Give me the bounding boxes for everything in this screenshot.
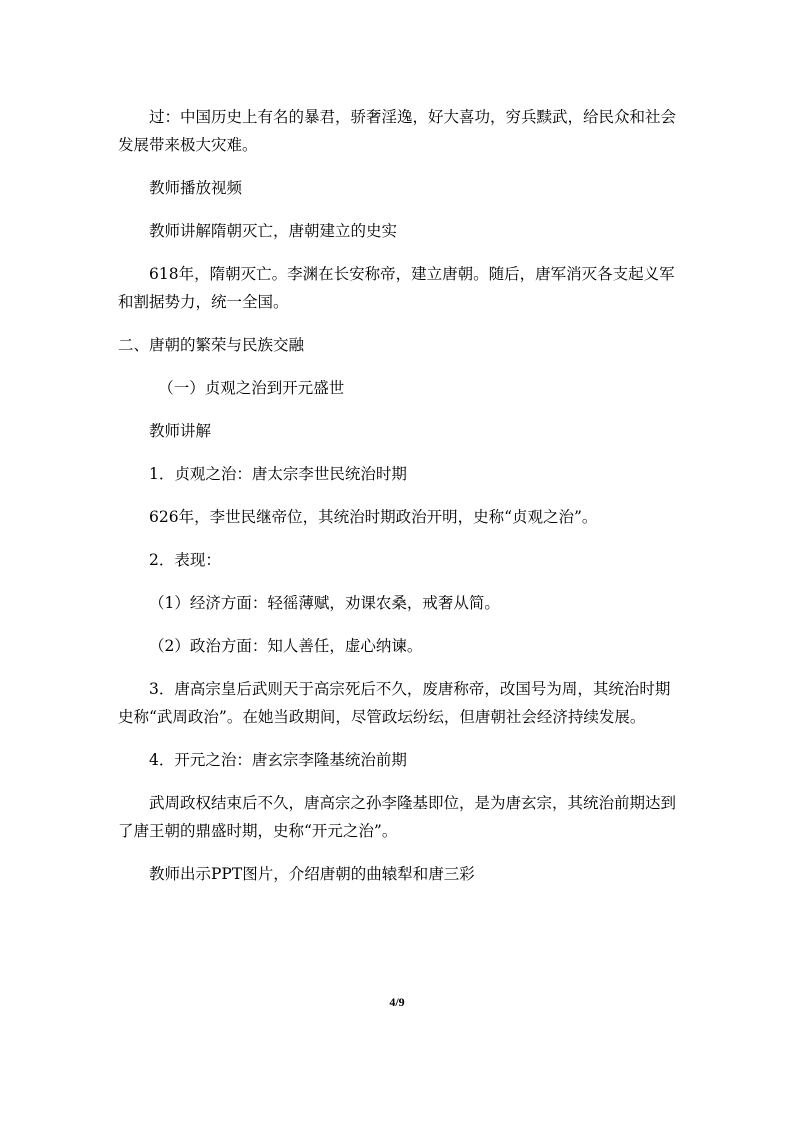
paragraph-2: 教师播放视频 <box>149 179 243 197</box>
paragraph-13: 3．唐高宗皇后武则天于高宗死后不久，废唐称帝，改国号为周，其统治时期史称“武周政治”。在她当政期间，尽管政坛纷纭，但唐朝社会经济持续发展。 <box>118 680 671 726</box>
paragraph-3: 教师讲解隋朝灭亡，唐朝建立的史实 <box>149 222 398 240</box>
paragraph-10: 2．表现： <box>149 551 221 569</box>
paragraph-7: 教师讲解 <box>149 422 212 440</box>
paragraph-12: （2）政治方面：知人善任，虚心纳谏。 <box>149 637 423 655</box>
paragraph-8: 1．贞观之治：唐太宗李世民统治时期 <box>149 465 407 483</box>
document-body <box>118 103 678 903</box>
paragraph-11: （1）经济方面：轻徭薄赋，劝课农桑，戒奢从简。 <box>149 594 500 612</box>
paragraph-15: 武周政权结束后不久，唐高宗之孙李隆基即位，是为唐玄宗，其统治前期达到了唐王朝的鼎盛时期，史称“开元之治”。 <box>118 794 677 840</box>
subsection-heading: （一）贞观之治到开元盛世 <box>158 379 345 397</box>
paragraph-9: 626年，李世民继帝位，其统治时期政治开明，史称“贞观之治”。 <box>149 508 598 526</box>
page-number: 4/9 <box>389 995 405 1009</box>
paragraph-4: 618年，隋朝灭亡。李渊在长安称帝，建立唐朝。随后，唐军消灭各支起义军和割据势力，统一全国。 <box>118 265 675 311</box>
paragraph-14: 4．开元之治：唐玄宗李隆基统治前期 <box>149 751 407 769</box>
paragraph-16: 教师出示PPT图片，介绍唐朝的曲辕犁和唐三彩 <box>149 865 475 883</box>
paragraph-1: 过：中国历史上有名的暴君，骄奢淫逸，好大喜功，穷兵黩武，给民众和社会发展带来极大灾难。 <box>118 108 677 154</box>
section-heading: 二、唐朝的繁荣与民族交融 <box>118 336 305 354</box>
